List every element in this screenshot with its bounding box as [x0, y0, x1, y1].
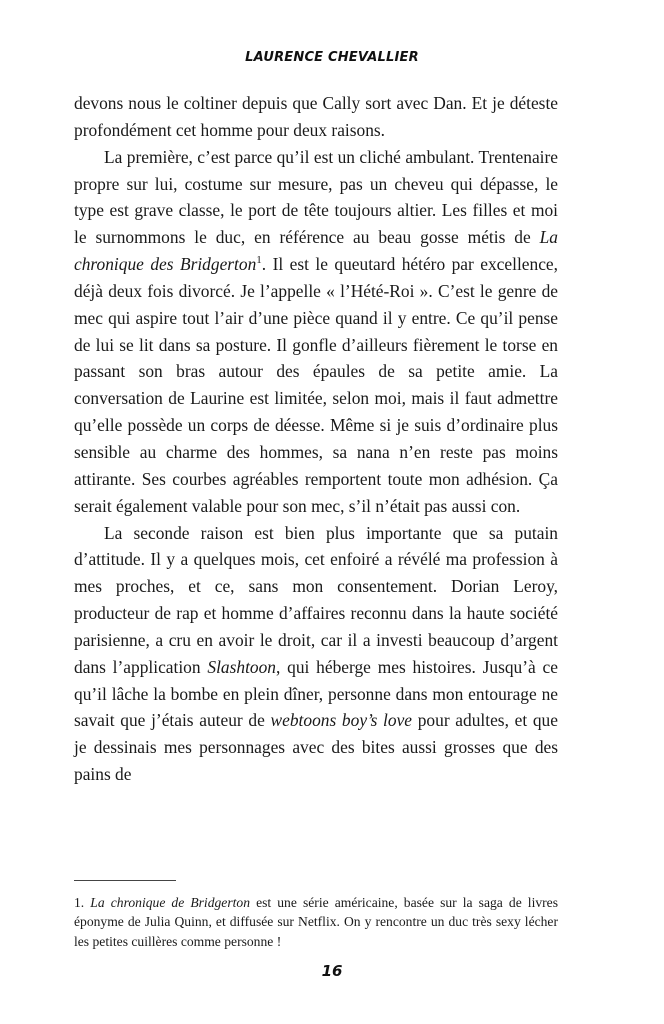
- paragraph-2-text-a: La première, c’est parce qu’il est un cliché ambulant. Trentenaire propre sur lui, costume sur mesure, pas un cheveu qui dépasse, le type est grave classe, le port de tête toujours altier. Les filles et moi le surnommons le duc, en référence au beau gosse métis de: [74, 146, 558, 248]
- webtoons-genre: webtoons boy’s love: [270, 710, 413, 731]
- paragraph-2-text-b: . Il est le queutard hétéro par excellence, déjà deux fois divorcé. Je l’appelle « l’Hété-Roi ». C’est le genre de mec qui aspire tout l’air d’une pièce quand il y entre. Ce qu’il pense de lui se lit dans sa posture. Il gonfle d’ailleurs fièrement le torse en passant son bras autour des épaules de sa petite amie. La conversation de Laurine est limitée, selon moi, mais il faut admettre qu’elle possède un corps de déesse. Même si je suis d’ordinaire plus sensible au charme des hommes, sa nana n’en reste pas moins attirante. Ses courbes agréables remportent toute mon adhésion. Ça serait également valable pour son mec, s’il n’était pas aussi con.: [74, 254, 558, 516]
- paragraph-3-text-c: pour adultes, et que je dessinais mes personnages avec des bites aussi grosses que des pains de: [74, 710, 558, 785]
- paragraph-1: devons nous le coltiner depuis que Cally sort avec Dan. Et je déteste profondément cet homme pour deux raisons.: [74, 93, 558, 140]
- footnote: [74, 893, 558, 951]
- footnote-text: est une série américaine, basée sur la saga de livres éponyme de Julia Quinn, et diffusée sur Netflix. On y rencontre un duc très sexy lécher les petites cuillères comme personne !: [74, 895, 559, 949]
- footnote-reference[interactable]: 1: [256, 254, 262, 267]
- paragraph-3-text-b: , qui héberge mes histoires. Jusqu’à ce qu’il lâche la bombe en plein dîner, personne dans mon entourage ne savait que j’étais auteur de: [74, 656, 558, 731]
- footnote-paragraph: [74, 893, 558, 951]
- slashtoon-name: Slashtoon: [207, 656, 276, 677]
- footnote-rule: [74, 880, 176, 881]
- paragraph-3-text-a: La seconde raison est bien plus importante que sa putain d’attitude. Il y a quelques mois, cet enfoiré a révélé ma profession à mes proches, et ce, sans mon consentement. Dorian Leroy, producteur de rap et homme d’affaires reconnu dans la haute société parisienne, a cru en avoir le droit, car il a investi beaucoup d’argent dans l’application: [74, 522, 558, 677]
- running-head-author: LAURENCE CHEVALLIER: [245, 50, 419, 65]
- paragraph-3: [74, 520, 558, 788]
- footnote-number: 1.: [74, 895, 85, 910]
- footnote-title: La chronique de Bridgerton: [90, 895, 250, 910]
- bridgerton-title: La chronique des Bridgerton: [74, 227, 558, 275]
- body-text: [74, 90, 558, 788]
- page-number: 16: [321, 962, 343, 980]
- paragraph-2: [74, 144, 558, 520]
